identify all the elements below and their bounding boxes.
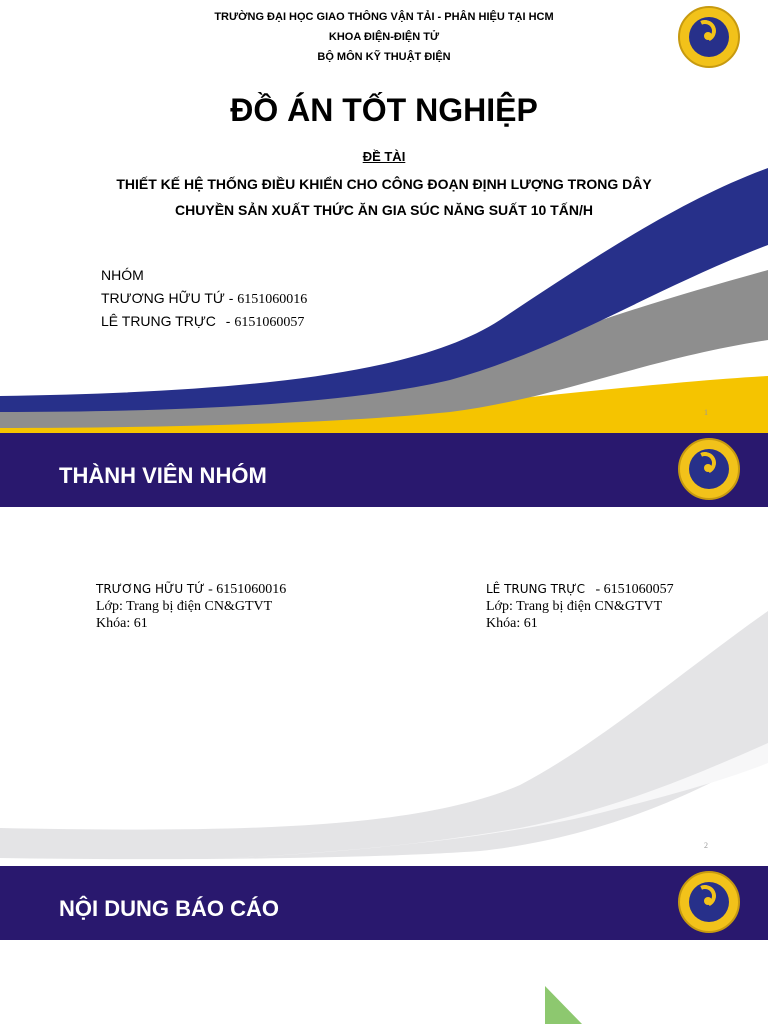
university-logo-icon [678, 6, 740, 68]
member-id: 6151060057 [234, 315, 305, 330]
section-title: NỘI DUNG BÁO CÁO [59, 896, 279, 921]
member-class: Lớp: Trang bị điện CN&GTVT [486, 599, 663, 614]
member-card-2 [486, 581, 674, 632]
member-class: Lớp: Trang bị điện CN&GTVT [96, 599, 273, 614]
member-separator: - [584, 582, 604, 597]
member-course: Khóa: 61 [96, 616, 148, 631]
group-member-1 [101, 290, 307, 308]
member-id: 6151060016 [237, 292, 308, 307]
page-number: 2 [704, 841, 708, 850]
members-slide [0, 433, 768, 866]
faculty-name: KHOA ĐIỆN-ĐIỆN TỬ [328, 31, 440, 43]
member-name: TRƯƠNG HỮU TỨ [101, 290, 225, 306]
university-logo-icon [678, 438, 740, 500]
page-number: 1 [704, 408, 708, 417]
title-slide [0, 0, 768, 433]
member-course: Khóa: 61 [486, 616, 538, 631]
member-card-1 [96, 581, 286, 632]
member-name: LÊ TRUNG TRỰC [486, 582, 585, 596]
university-name: TRƯỜNG ĐẠI HỌC GIAO THÔNG VẬN TẢI - PHÂN HIỆU TẠI HCM [214, 11, 554, 23]
member-separator: - [204, 582, 217, 597]
group-label: NHÓM [101, 267, 144, 283]
page-title: ĐỒ ÁN TỐT NGHIỆP [230, 92, 538, 128]
section-title: THÀNH VIÊN NHÓM [59, 463, 267, 488]
member-id: 6151060057 [603, 582, 674, 597]
green-triangle-decoration [0, 866, 768, 1024]
report-content-slide [0, 866, 768, 1024]
member-name: TRƯƠNG HỮU TỨ [96, 582, 205, 596]
topic-line-1: THIẾT KẾ HỆ THỐNG ĐIỀU KHIỂN CHO CÔNG ĐOẠN ĐỊNH LƯỢNG TRONG DÂY [116, 176, 652, 192]
department-name: BỘ MÔN KỸ THUẬT ĐIỆN [317, 51, 451, 63]
group-member-2 [101, 313, 304, 331]
member-separator: - [225, 313, 231, 329]
member-separator: - [228, 290, 234, 306]
topic-line-2: CHUYỀN SẢN XUẤT THỨC ĂN GIA SÚC NĂNG SUẤT 10 TẤN/H [175, 202, 593, 218]
member-id: 6151060016 [216, 582, 287, 597]
member-name: LÊ TRUNG TRỰC [101, 313, 216, 329]
topic-label: ĐỀ TÀI [362, 149, 406, 164]
